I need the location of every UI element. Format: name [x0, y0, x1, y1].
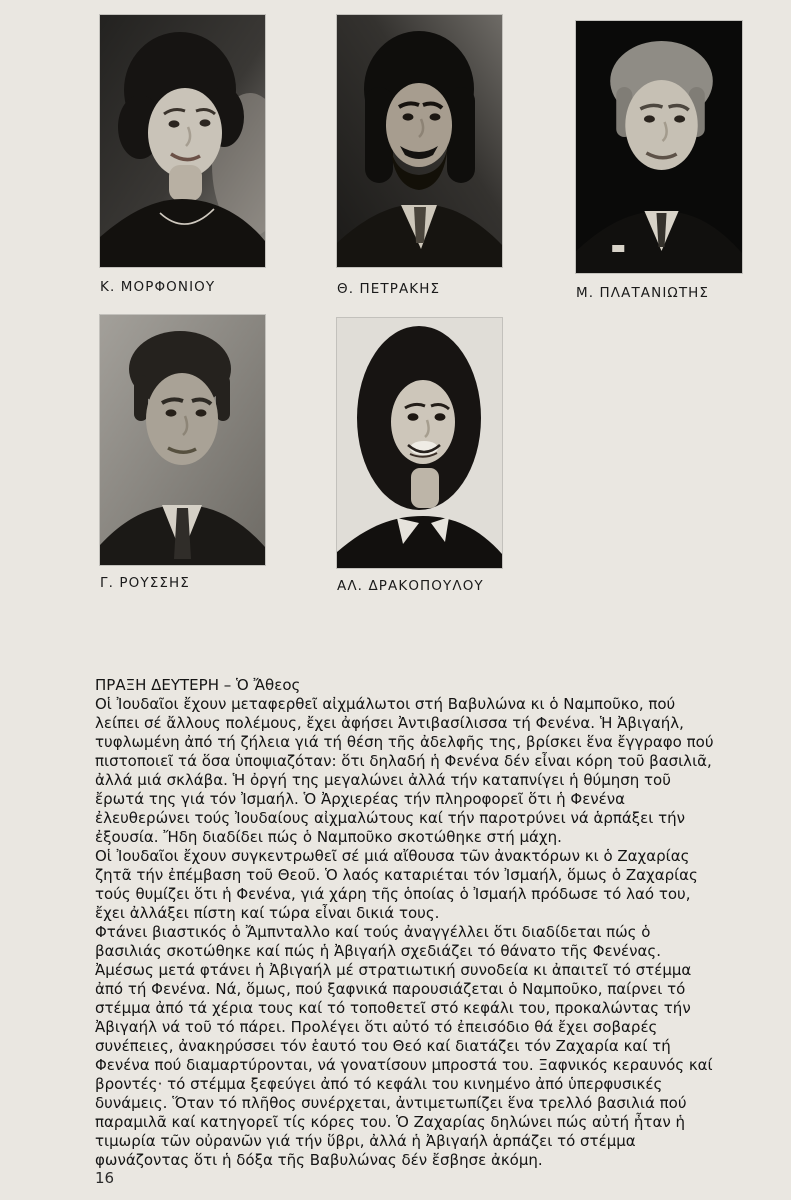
page-number: 16 — [95, 1169, 115, 1187]
synopsis-paragraph: Φτάνει βιαστικός ὁ Ἄμπνταλλο καί τούς ἀναγγέλλει ὅτι διαδίδεται πώς ὁ βασιλιάς σκοτώθηκε καί πώς ἡ Ἀβιγαήλ σχεδιάζει τό θάνατο τῆς Φενένας. — [95, 923, 661, 960]
portrait-image — [337, 15, 502, 267]
portrait-photo-petrakis — [337, 15, 502, 267]
photo-caption-morfoniou: Κ. ΜΟΡΦΟΝΙΟΥ — [100, 279, 216, 295]
photo-caption-roussis: Γ. ΡΟΥΣΣΗΣ — [100, 575, 190, 591]
photo-caption-drakopoulou: ΑΛ. ΔΡΑΚΟΠΟΥΛΟΥ — [337, 578, 484, 594]
act-two-synopsis — [95, 676, 715, 1170]
photo-caption-plataniotis: Μ. ΠΛΑΤΑΝΙΩΤΗΣ — [576, 285, 710, 301]
portrait-photo-plataniotis — [576, 21, 742, 273]
synopsis-paragraph: Οἱ Ἰουδαῖοι ἔχουν συγκεντρωθεῖ σέ μιά αἴθουσα τῶν ἀνακτόρων κι ὁ Ζαχαρίας ζητᾶ τήν ἐπέμβαση τοῦ Θεοῦ. Ὁ λαός καταριέται τόν Ἰσμαήλ, ὅμως ὁ Ζαχαρίας τούς θυμίζει ὅτι ἡ Φενένα, γιά χάρη τῆς ὁποίας ὁ Ἰσμαήλ πρόδωσε τό λαό του, ἔχει ἀλλάξει πίστη καί τώρα εἶναι δικιά τους. — [95, 847, 698, 922]
portrait-image — [100, 15, 265, 267]
portrait-image — [337, 318, 502, 568]
portrait-photo-roussis — [100, 315, 265, 565]
portrait-image — [100, 315, 265, 565]
portrait-image — [576, 21, 742, 273]
photo-caption-petrakis: Θ. ΠΕΤΡΑΚΗΣ — [337, 281, 441, 297]
portrait-photo-drakopoulou — [337, 318, 502, 568]
synopsis-paragraph: Ἀμέσως μετά φτάνει ἡ Ἀβιγαήλ μέ στρατιωτική συνοδεία κι ἀπαιτεῖ τό στέμμα ἀπό τή Φενένα. Νά, ὅμως, πού ξαφνικά παρουσιάζεται ὁ Ναμποῦκο, παίρνει τό στέμμα ἀπό τά χέρια τους καί τό τοποθετεῖ στό κεφάλι του, προκαλώντας τήν Ἀβιγαήλ νά τοῦ τό πάρει. Προλέγει ὅτι αὐτό τό ἐπεισόδιο θά ἔχει σοβαρές συνέπειες, ἀνακηρύσσει τόν ἑαυτό του Θεό καί διατάζει τόν Ζαχαρία καί τή Φενένα πού διαμαρτύρονται, νά γονατίσουν μπροστά του. Ξαφνικός κεραυνός καί βροντές· τό στέμμα ξεφεύγει ἀπό τό κεφάλι του κινημένο ἀπό ὑπερφυσικές δυνάμεις. Ὅταν τό πλῆθος συνέρχεται, ἀντιμετωπίζει ἕνα τρελλό βασιλιά πού παραμιλᾶ καί κατηγορεῖ τίς κόρες του. Ὁ Ζαχαρίας δηλώνει πώς αὐτή ἦταν ἡ τιμωρία τῶν οὐρανῶν γιά τήν ὕβρι, ἀλλά ἡ Ἀβιγαήλ ἁρπάζει τό στέμμα φωνάζοντας ὅτι ἡ δόξα τῆς Βαβυλώνας δέν ἔσβησε ἀκόμη. — [95, 961, 713, 1169]
act-title: ΠΡΑΞΗ ΔΕΥΤΕΡΗ – Ὁ Ἄθεος — [95, 676, 301, 694]
synopsis-paragraph: Οἱ Ἰουδαῖοι ἔχουν μεταφερθεῖ αἰχμάλωτοι στή Βαβυλώνα κι ὁ Ναμποῦκο, πού λείπει σέ ἄλλους πολέμους, ἔχει ἀφήσει Ἀντιβασίλισσα τή Φενένα. Ἡ Ἀβιγαήλ, τυφλωμένη ἀπό τή ζήλεια γιά τή θέση τῆς ἀδελφῆς της, βρίσκει ἕνα ἔγγραφο πού πιστοποιεῖ τά ὅσα ὑποψιαζόταν: ὅτι δηλαδή ἡ Φενένα δέν εἶναι κόρη τοῦ βασιλιᾶ, ἀλλά μιά σκλάβα. Ἡ ὀργή της μεγαλώνει ἀλλά τήν καταπνίγει ἡ θύμηση τοῦ ἔρωτά της γιά τόν Ἰσμαήλ. Ὁ Ἀρχιερέας τήν πληροφορεῖ ὅτι ἡ Φενένα ἐλευθερώνει τούς Ἰουδαίους αἰχμαλώτους καί τήν παροτρύνει νά ἁρπάξει τήν ἐξουσία. Ἤδη διαδίδει πώς ὁ Ναμποῦκο σκοτώθηκε στή μάχη. — [95, 695, 714, 846]
portrait-photo-morfoniou — [100, 15, 265, 267]
